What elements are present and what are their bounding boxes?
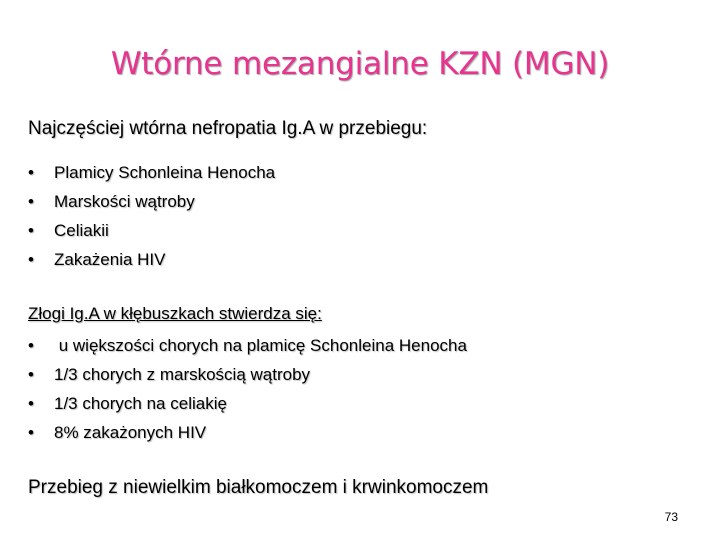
- list-item-text: 8% zakażonych HIV: [54, 423, 207, 442]
- list-item: [28, 389, 467, 418]
- list-item: [28, 331, 467, 360]
- bullet: •: [28, 394, 34, 413]
- conditions-list: [28, 158, 275, 274]
- list-item: [28, 187, 275, 216]
- list-item: [28, 158, 275, 187]
- list-item: [28, 245, 275, 274]
- list-item-text: Celiakii: [54, 221, 109, 240]
- bullet: •: [28, 365, 34, 384]
- list-item: [28, 216, 275, 245]
- bullet: •: [28, 221, 34, 240]
- list-item-text: 1/3 chorych z marskością wątroby: [54, 365, 311, 384]
- list-item-text: Plamicy Schonleina Henocha: [54, 163, 276, 182]
- slide-title: Wtórne mezangialne KZN (MGN): [110, 46, 610, 82]
- list-item-text: 1/3 chorych na celiakię: [54, 394, 227, 413]
- page-number: 73: [664, 510, 678, 524]
- bullet: •: [28, 192, 34, 211]
- list-item-text: u większości chorych na plamicę Schonleina Henocha: [54, 336, 467, 355]
- footer-text: Przebieg z niewielkim białkomoczem i krwinkomoczem: [28, 477, 489, 498]
- list-item-text: Marskości wątroby: [54, 192, 195, 211]
- bullet: •: [28, 423, 34, 442]
- list-item-text: Zakażenia HIV: [54, 250, 166, 269]
- intro-text: Najczęściej wtórna nefropatia Ig.A w przebiegu:: [28, 118, 428, 139]
- list-item: [28, 360, 467, 389]
- iga-findings-list: [28, 331, 467, 447]
- list-item: [28, 418, 467, 447]
- bullet: •: [28, 163, 34, 182]
- iga-heading: Złogi Ig.A w kłębuszkach stwierdza się:: [28, 304, 322, 323]
- bullet: •: [28, 336, 34, 355]
- bullet: •: [28, 250, 34, 269]
